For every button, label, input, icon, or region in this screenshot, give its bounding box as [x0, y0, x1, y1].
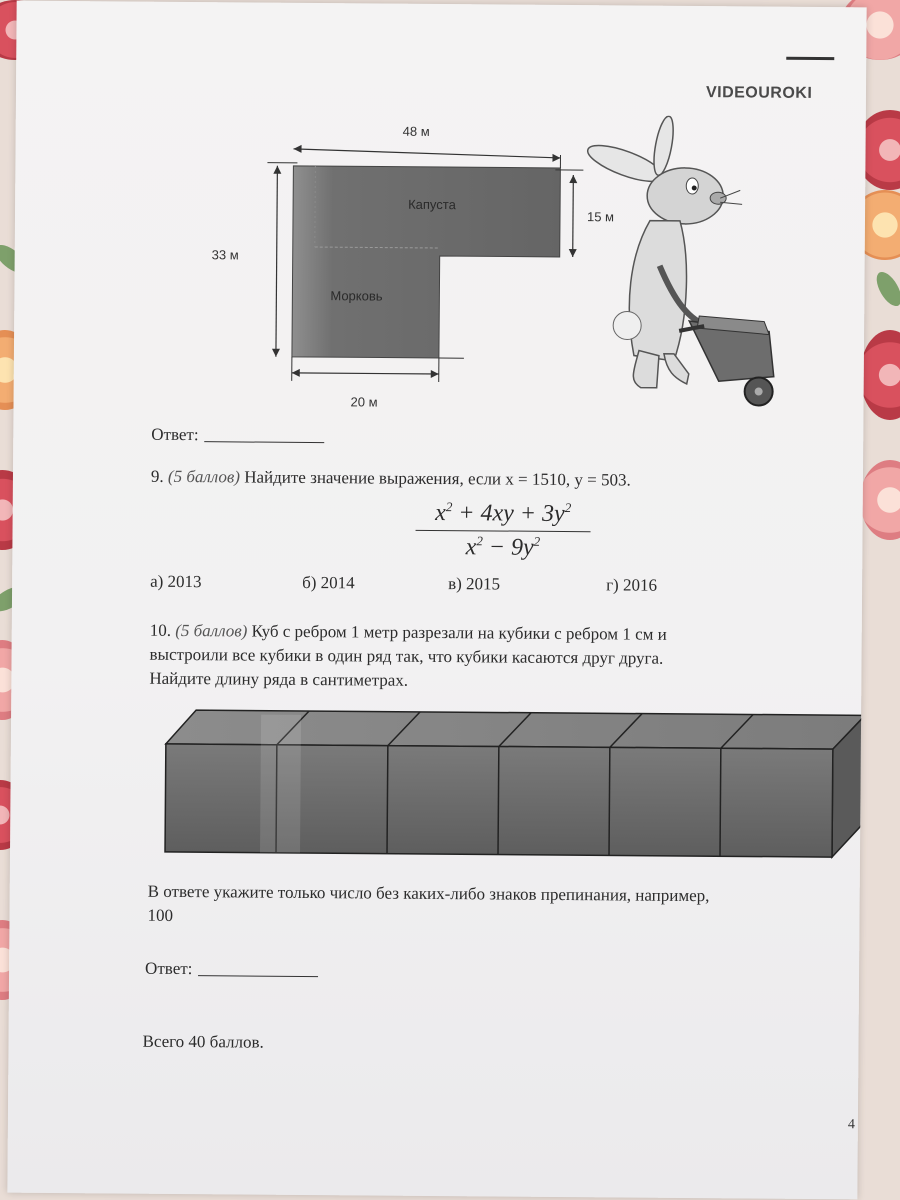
expression-fraction	[415, 499, 590, 562]
option-a[interactable]: а) 2013	[150, 571, 202, 592]
plot-label-carrot: Морковь	[330, 288, 383, 304]
cube-row-illustration	[140, 702, 861, 868]
option-d[interactable]: г) 2016	[606, 575, 658, 595]
answer-blank-line[interactable]	[205, 440, 325, 443]
dimension-label-right: 15 м	[586, 209, 615, 225]
plot-label-cabbage: Капуста	[408, 196, 456, 213]
question-10-line-2: выстроили все кубики в один ряд так, что кубики касаются друг друга.	[149, 644, 664, 668]
worksheet-page	[7, 1, 866, 1200]
dimension-arrow-top	[293, 149, 560, 158]
garden-plot-shape	[292, 166, 560, 359]
arrowhead	[292, 369, 300, 377]
arrowhead	[272, 349, 280, 357]
dimension-label-bottom: 20 м	[350, 394, 378, 410]
dimension-label-top: 48 м	[402, 123, 430, 139]
fraction-numerator: $x^2 + 4xy + 3y^2$	[435, 499, 572, 527]
question-10-line-1	[150, 621, 667, 645]
dimension-arrow-left	[276, 166, 278, 357]
fraction-denominator: $x^2 - 9y^2$	[465, 533, 541, 561]
dimension-arrow-right	[573, 175, 574, 257]
flower-decoration	[860, 330, 900, 420]
dimension-arrow-bottom	[292, 373, 439, 374]
answer-field-q8[interactable]	[151, 425, 324, 446]
flower-decoration	[860, 460, 900, 540]
arrowhead	[569, 249, 577, 257]
page-number: 4	[847, 1117, 855, 1133]
answer-instruction-line-2: 100	[147, 905, 174, 925]
answer-instruction-line-1: В ответе укажите только число без каких-либо знаков препинания, например,	[147, 881, 710, 906]
question-9	[151, 467, 631, 491]
arrowhead	[431, 370, 439, 378]
option-c[interactable]: в) 2015	[448, 574, 501, 594]
answer-label: Ответ:	[145, 958, 193, 979]
question-10-line-3: Найдите длину ряда в сантиметрах.	[149, 668, 409, 690]
brand-logo-text: VIDEOUROKI	[705, 84, 813, 102]
leaf-decoration	[872, 268, 900, 310]
question-number: 10.	[149, 620, 172, 640]
question-text: Куб с ребром 1 метр разрезали на кубики с ребром 1 см и	[251, 621, 667, 644]
total-points: Всего 40 баллов.	[142, 1031, 264, 1052]
dimension-label-left: 33 м	[211, 247, 239, 263]
arrowhead	[294, 145, 302, 153]
arrowhead	[569, 175, 577, 183]
question-points: (5 баллов)	[175, 620, 248, 641]
rabbit-wheelbarrow-illustration	[578, 115, 790, 417]
question-number: 9.	[150, 466, 164, 486]
question-text: Найдите значение выражения, если x = 1510, y = 503.	[244, 467, 631, 490]
answer-label: Ответ:	[151, 424, 199, 445]
question-points: (5 баллов)	[167, 466, 241, 487]
option-b[interactable]: б) 2014	[302, 572, 355, 593]
answer-blank-line[interactable]	[198, 974, 318, 977]
arrowhead	[552, 154, 560, 162]
answer-field-q10[interactable]	[145, 959, 318, 980]
arrowhead	[273, 166, 281, 174]
